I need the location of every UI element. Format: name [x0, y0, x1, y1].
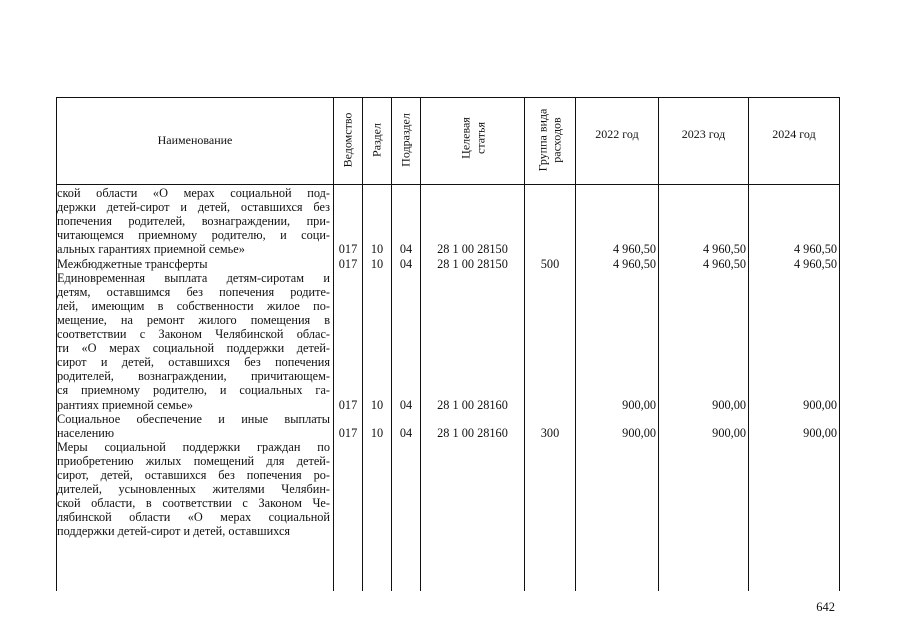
col-border-razdel	[391, 97, 392, 591]
name-line: ской области «О мерах социальной под-	[57, 186, 330, 200]
name-line: сирот, детей, оставшихся без попечения ро-	[57, 468, 330, 482]
header-2023: 2023 год	[681, 127, 726, 141]
cell-2023: 4 960,50	[702, 256, 746, 271]
name-line: Меры социальной поддержки граждан по	[57, 439, 330, 454]
cell-podrazdel: 04	[399, 397, 413, 412]
header-vedomstvo: Ведомство	[340, 112, 355, 168]
cell-podrazdel: 04	[399, 425, 413, 440]
col-border-target	[524, 97, 525, 591]
col-border-right	[839, 97, 840, 591]
name-line: соответствии с Законом Челябинской облас-	[57, 327, 330, 341]
cell-2022: 900,00	[622, 425, 656, 440]
col-border-2023	[748, 97, 749, 591]
header-target-line2: статья	[473, 122, 488, 154]
name-line: Межбюджетные трансферты	[57, 256, 208, 271]
cell-2024: 4 960,50	[793, 242, 837, 257]
cell-2022: 4 960,50	[612, 242, 656, 257]
cell-group: 500	[540, 256, 560, 271]
header-2024: 2024 год	[772, 127, 816, 141]
cell-2023: 4 960,50	[702, 242, 746, 257]
header-2022: 2022 год	[595, 127, 639, 141]
name-line: рантиях приемной семье»	[57, 397, 194, 412]
name-line: ской области, в соответствии с Законом Че-	[57, 496, 330, 511]
cell-podrazdel: 04	[399, 242, 413, 257]
cell-target: 28 1 00 28160	[437, 425, 508, 440]
name-line: приобретению жилых помещений для детей-	[57, 453, 330, 468]
name-line: детям, оставшимся без попечения родите-	[57, 284, 330, 299]
cell-vedomstvo: 017	[338, 256, 358, 271]
name-line: мещение, на ремонт жилого помещения в	[57, 312, 330, 327]
col-border-podrazdel	[420, 97, 421, 591]
name-line: дителей, усыновленных жителями Челябин-	[57, 482, 330, 497]
name-line: читающемся приемному родителю, и соци-	[57, 228, 330, 243]
col-border-name	[333, 97, 334, 591]
name-line: лябинской области «О мерах социальной	[57, 510, 330, 525]
name-line: сирот и детей, оставшихся без попечения	[57, 355, 330, 370]
name-line: альных гарантиях приемной семье»	[57, 242, 245, 257]
cell-2024: 900,00	[803, 397, 837, 412]
cell-vedomstvo: 017	[338, 425, 358, 440]
header-group-line2: расходов	[549, 117, 564, 163]
cell-2022: 4 960,50	[612, 256, 656, 271]
cell-group: 300	[540, 425, 560, 440]
cell-vedomstvo: 017	[338, 242, 358, 257]
cell-2023: 900,00	[712, 425, 746, 440]
header-podrazdel: Подраздел	[398, 113, 413, 167]
name-line: населению	[57, 425, 115, 440]
cell-podrazdel: 04	[399, 256, 413, 271]
cell-target: 28 1 00 28160	[437, 397, 508, 412]
cell-razdel: 10	[370, 242, 384, 257]
col-border-group	[575, 97, 576, 591]
name-line: держки детей-сирот и детей, оставшихся без	[57, 200, 330, 215]
cell-razdel: 10	[370, 397, 384, 412]
name-line: Единовременная выплата детям-сиротам и	[57, 270, 330, 285]
col-border-ved	[362, 97, 363, 591]
cell-target: 28 1 00 28150	[437, 242, 508, 257]
name-line: Социальное обеспечение и иные выплаты	[57, 411, 330, 426]
col-border-2022	[658, 97, 659, 591]
cell-razdel: 10	[370, 256, 384, 271]
header-bottom-border	[56, 184, 840, 185]
header-target-line1: Целевая	[458, 117, 473, 159]
page-number: 642	[816, 600, 835, 614]
header-name: Наименование	[157, 133, 233, 147]
cell-2022: 900,00	[622, 397, 656, 412]
cell-razdel: 10	[370, 425, 384, 440]
table-top-border	[56, 97, 840, 98]
cell-2024: 4 960,50	[793, 256, 837, 271]
name-line: ся приемному родителю, и социальных га-	[57, 383, 330, 398]
header-razdel: Раздел	[369, 123, 384, 157]
name-line: родителей, вознаграждении, причитающем-	[57, 369, 330, 384]
cell-target: 28 1 00 28150	[437, 256, 508, 271]
cell-2023: 900,00	[712, 397, 746, 412]
name-line: лей, имеющим в собственности жилое по-	[57, 298, 330, 313]
cell-vedomstvo: 017	[338, 397, 358, 412]
header-group-line1: Группа вида	[535, 108, 550, 172]
name-line: ти «О мерах социальной поддержки детей-	[57, 341, 330, 356]
name-line: попечения родителей, вознаграждении, при-	[57, 214, 330, 229]
name-line: поддержки детей-сирот и детей, оставшихся	[57, 524, 291, 539]
cell-2024: 900,00	[803, 425, 837, 440]
